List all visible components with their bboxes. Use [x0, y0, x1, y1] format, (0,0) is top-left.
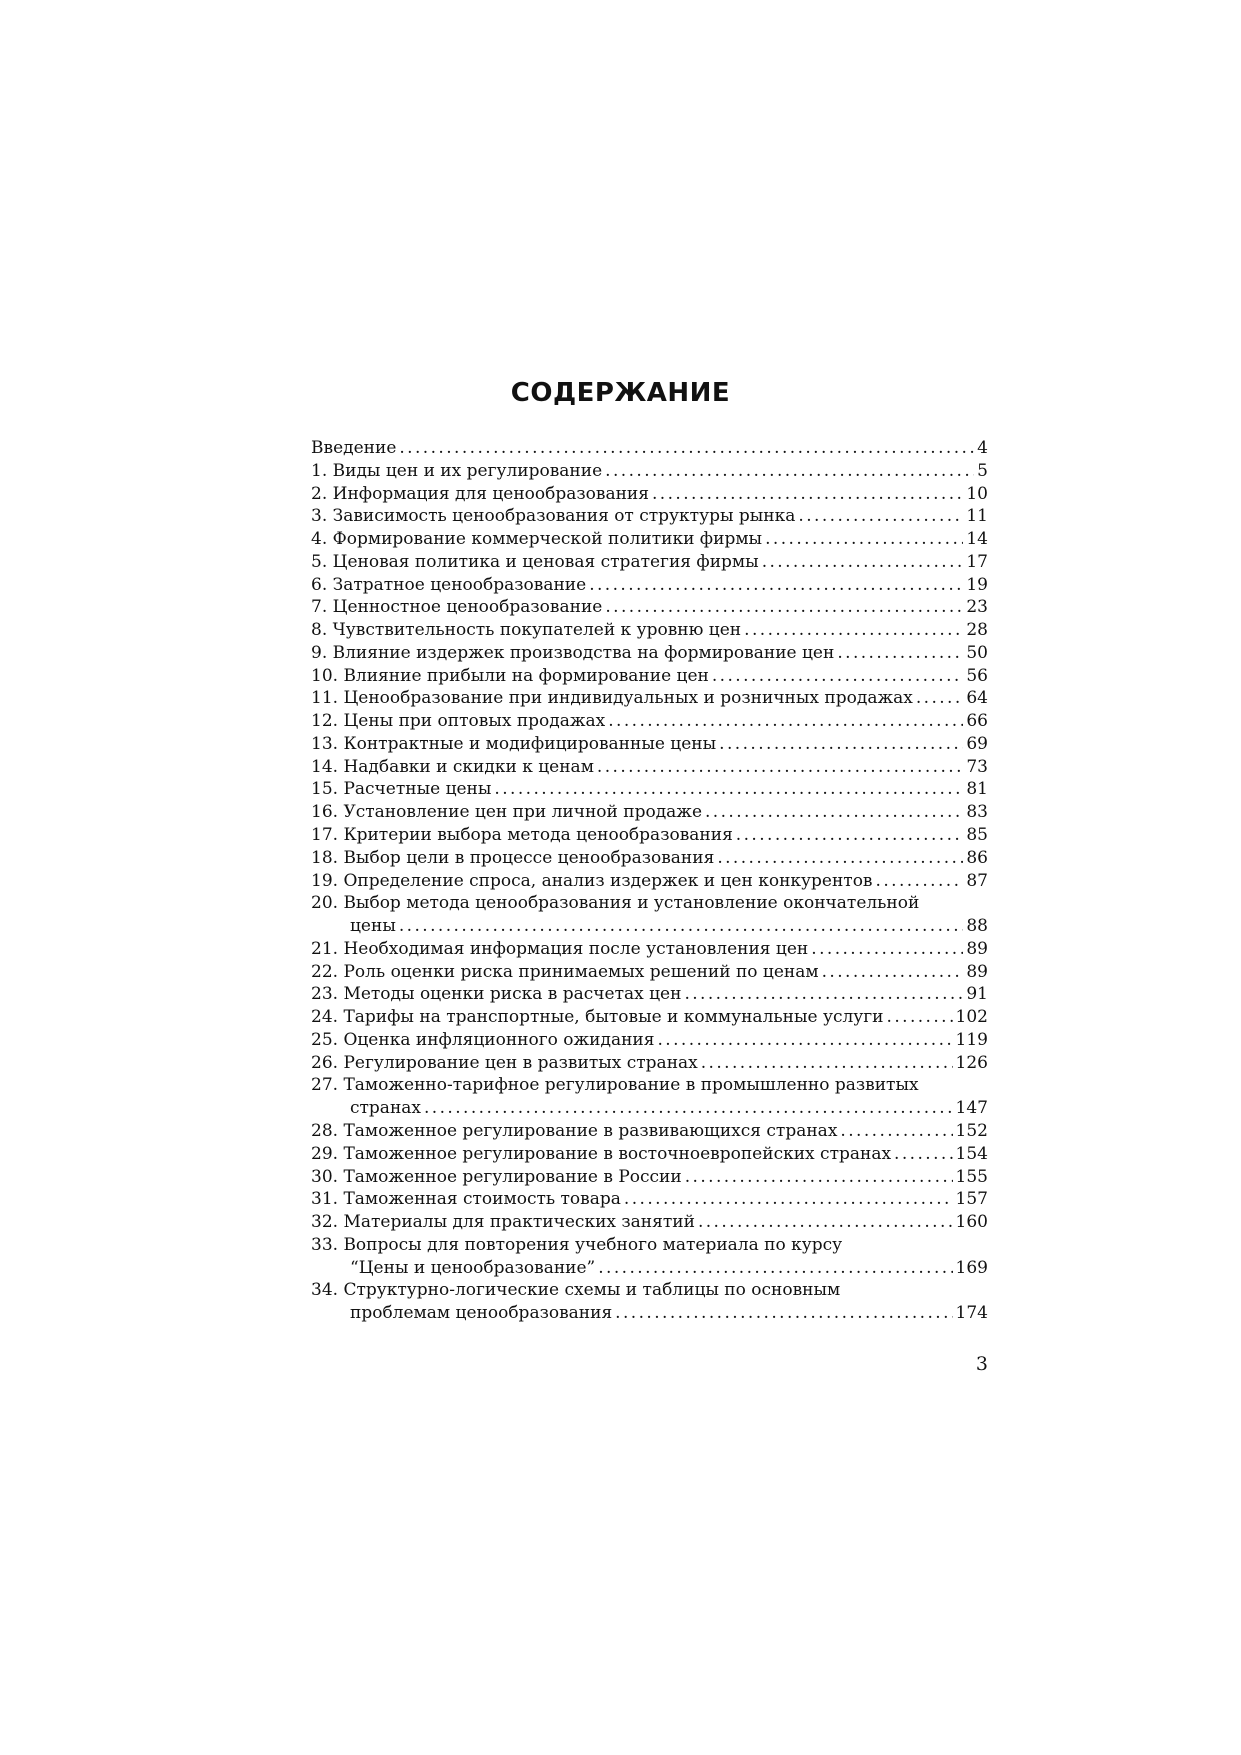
page-title: СОДЕРЖАНИЕ — [510, 378, 731, 408]
toc-entry-title: 32. Материалы для практических занятий — [311, 1212, 695, 1233]
toc-entry — [311, 983, 988, 1006]
toc-entry-page: 64 — [966, 688, 988, 709]
dot-leader — [605, 460, 974, 483]
toc-entry — [311, 551, 988, 574]
toc-entry-title: 23. Методы оценки риска в расчетах цен — [311, 984, 682, 1005]
dot-leader — [685, 1166, 953, 1189]
dot-leader — [652, 483, 963, 506]
toc-entry-page: 11 — [966, 506, 988, 527]
dot-leader — [698, 1211, 953, 1234]
toc-entry-title: 31. Таможенная стоимость товара — [311, 1189, 621, 1210]
toc-entry — [311, 437, 988, 460]
toc-entry-page: 17 — [966, 551, 988, 572]
toc-entry — [311, 1120, 988, 1143]
toc-entry-page: 89 — [966, 961, 988, 982]
dot-leader — [399, 915, 964, 938]
toc-entry — [311, 1029, 988, 1052]
dot-leader — [701, 1052, 953, 1075]
dot-leader — [684, 983, 963, 1006]
toc-entry-page: 89 — [966, 938, 988, 959]
toc-entry-title: 30. Таможенное регулирование в России — [311, 1166, 682, 1187]
toc-entry — [311, 1097, 988, 1120]
toc-entry-title: Введение — [311, 438, 397, 458]
toc-entry-page: 152 — [955, 1120, 988, 1141]
dot-leader — [916, 687, 964, 710]
toc-entry-page: 50 — [966, 642, 988, 663]
toc-entry-page: 23 — [966, 597, 988, 618]
dot-leader — [424, 1097, 953, 1120]
toc-entry — [311, 528, 988, 551]
toc-entry-title: 6. Затратное ценообразование — [311, 574, 587, 595]
toc-entry-title: 8. Чувствительность покупателей к уровню цен — [311, 620, 742, 641]
toc-entry-title: 15. Расчетные цены — [311, 779, 492, 800]
toc-entry — [311, 756, 988, 779]
toc-entry-title: 25. Оценка инфляционного ожидания — [311, 1029, 655, 1050]
toc-entry — [311, 870, 988, 893]
toc-entry-title: 29. Таможенное регулирование в восточноевропейских странах — [311, 1143, 892, 1164]
toc-entry — [311, 596, 988, 619]
dot-leader — [705, 801, 963, 824]
toc-entry — [311, 824, 988, 847]
toc-entry-page: 174 — [955, 1303, 988, 1324]
dot-leader — [605, 596, 963, 619]
dot-leader — [712, 665, 963, 688]
toc-entry — [311, 574, 988, 597]
toc-entry — [311, 710, 988, 733]
toc-entry-page: 85 — [966, 825, 988, 846]
toc-entry-title: 14. Надбавки и скидки к ценам — [311, 756, 594, 777]
dot-leader — [399, 437, 974, 460]
toc-entry-page: 86 — [966, 847, 988, 868]
toc-entry — [311, 1166, 988, 1189]
toc-entry — [311, 1006, 988, 1029]
toc-entry — [311, 665, 988, 688]
toc-entry-title: 11. Ценообразование при индивидуальных и розничных продажах — [311, 688, 913, 709]
toc-entry-page: 147 — [955, 1098, 988, 1119]
dot-leader — [837, 642, 963, 665]
toc-entry-title: 22. Роль оценки риска принимаемых решений по ценам — [311, 961, 819, 982]
toc-entry-title: 27. Таможенно-тарифное регулирование в промышленно развитых — [311, 1075, 919, 1096]
toc-entry-page: 81 — [966, 779, 988, 800]
toc-entry — [311, 938, 988, 961]
toc-entry — [311, 733, 988, 756]
toc-entry — [311, 619, 988, 642]
toc-entry-page: 83 — [966, 802, 988, 823]
dot-leader — [822, 961, 964, 984]
toc-entry-title: 13. Контрактные и модифицированные цены — [311, 733, 717, 754]
dot-leader — [597, 756, 963, 779]
dot-leader — [717, 847, 963, 870]
toc-entry-page: 28 — [966, 620, 988, 641]
toc-entry — [311, 801, 988, 824]
toc-entry — [311, 1052, 988, 1075]
dot-leader — [624, 1188, 953, 1211]
toc-entry-title: 1. Виды цен и их регулирование — [311, 460, 603, 481]
dot-leader — [762, 551, 964, 574]
table-of-contents — [311, 437, 988, 1325]
dot-leader — [765, 528, 963, 551]
toc-entry-page: 69 — [966, 733, 988, 754]
dot-leader — [658, 1029, 953, 1052]
toc-entry — [311, 915, 988, 938]
toc-entry-title: 18. Выбор цели в процессе ценообразования — [311, 847, 715, 868]
toc-entry — [311, 460, 988, 483]
toc-entry-page: 154 — [955, 1143, 988, 1164]
dot-leader — [840, 1120, 952, 1143]
dot-leader — [876, 870, 964, 893]
toc-entry-page: 126 — [955, 1052, 988, 1073]
toc-entry — [311, 1302, 988, 1325]
toc-entry — [311, 1188, 988, 1211]
toc-entry — [311, 961, 988, 984]
dot-leader — [608, 710, 963, 733]
dot-leader — [887, 1006, 953, 1029]
dot-leader — [719, 733, 963, 756]
toc-entry-title: 21. Необходимая информация после установления цен — [311, 938, 809, 959]
page-number: 3 — [975, 1353, 988, 1375]
toc-entry-title: 26. Регулирование цен в развитых странах — [311, 1052, 698, 1073]
toc-entry-page: 102 — [955, 1007, 988, 1028]
toc-entry-page: 4 — [977, 438, 988, 458]
dot-leader — [894, 1143, 953, 1166]
toc-entry-page: 5 — [977, 460, 988, 481]
dot-leader — [589, 574, 963, 597]
toc-entry-title: 19. Определение спроса, анализ издержек и цен конкурентов — [311, 870, 873, 891]
toc-entry — [311, 847, 988, 870]
toc-entry-title: 10. Влияние прибыли на формирование цен — [311, 665, 709, 686]
toc-entry-title: 2. Информация для ценообразования — [311, 483, 649, 504]
toc-entry-title-continuation: “Цены и ценообразование” — [350, 1257, 596, 1278]
toc-entry-title: 9. Влияние издержек производства на формирование цен — [311, 642, 835, 663]
toc-entry-page: 91 — [966, 984, 988, 1005]
toc-entry-title: 4. Формирование коммерческой политики фирмы — [311, 529, 763, 550]
dot-leader — [798, 505, 963, 528]
dot-leader — [494, 778, 963, 801]
toc-entry-page: 66 — [966, 711, 988, 732]
dot-leader — [598, 1257, 952, 1280]
toc-entry-title: 17. Критерии выбора метода ценообразования — [311, 825, 733, 846]
toc-entry-page: 56 — [966, 665, 988, 686]
toc-entry-title-continuation: странах — [350, 1098, 421, 1119]
toc-entry-page: 160 — [955, 1212, 988, 1233]
toc-entry — [311, 778, 988, 801]
toc-entry-page: 73 — [966, 756, 988, 777]
toc-entry-title: 12. Цены при оптовых продажах — [311, 711, 606, 732]
toc-entry — [311, 687, 988, 710]
toc-entry-title-continuation: цены — [350, 916, 396, 937]
toc-entry-title-continuation: проблемам ценообразования — [350, 1303, 613, 1324]
toc-entry-page: 157 — [955, 1189, 988, 1210]
toc-entry-page: 119 — [955, 1029, 988, 1050]
toc-entry-title: 28. Таможенное регулирование в развивающихся странах — [311, 1120, 838, 1141]
toc-entry-title: 34. Структурно-логические схемы и таблицы по основным — [311, 1280, 841, 1301]
toc-entry-title: 24. Тарифы на транспортные, бытовые и коммунальные услуги — [311, 1007, 884, 1028]
toc-entry — [311, 1211, 988, 1234]
toc-entry-title: 16. Установление цен при личной продаже — [311, 802, 702, 823]
toc-entry — [311, 642, 988, 665]
toc-entry — [311, 483, 988, 506]
toc-entry-page: 19 — [966, 574, 988, 595]
toc-entry-page: 169 — [955, 1257, 988, 1278]
toc-entry — [311, 1257, 988, 1280]
dot-leader — [811, 938, 963, 961]
dot-leader — [744, 619, 963, 642]
toc-entry-title: 7. Ценностное ценообразование — [311, 597, 603, 618]
toc-entry-page: 14 — [966, 529, 988, 550]
toc-entry-title: 20. Выбор метода ценообразования и установление окончательной — [311, 893, 920, 914]
toc-entry-title: 33. Вопросы для повторения учебного материала по курсу — [311, 1234, 843, 1255]
toc-entry — [311, 505, 988, 528]
toc-entry-page: 88 — [966, 916, 988, 937]
dot-leader — [615, 1302, 952, 1325]
dot-leader — [736, 824, 964, 847]
toc-entry-page: 155 — [955, 1166, 988, 1187]
toc-entry-title: 5. Ценовая политика и ценовая стратегия фирмы — [311, 551, 759, 572]
toc-entry-page: 10 — [966, 483, 988, 504]
toc-entry — [311, 1143, 988, 1166]
toc-entry-page: 87 — [966, 870, 988, 891]
toc-entry-title: 3. Зависимость ценообразования от структуры рынка — [311, 506, 796, 527]
